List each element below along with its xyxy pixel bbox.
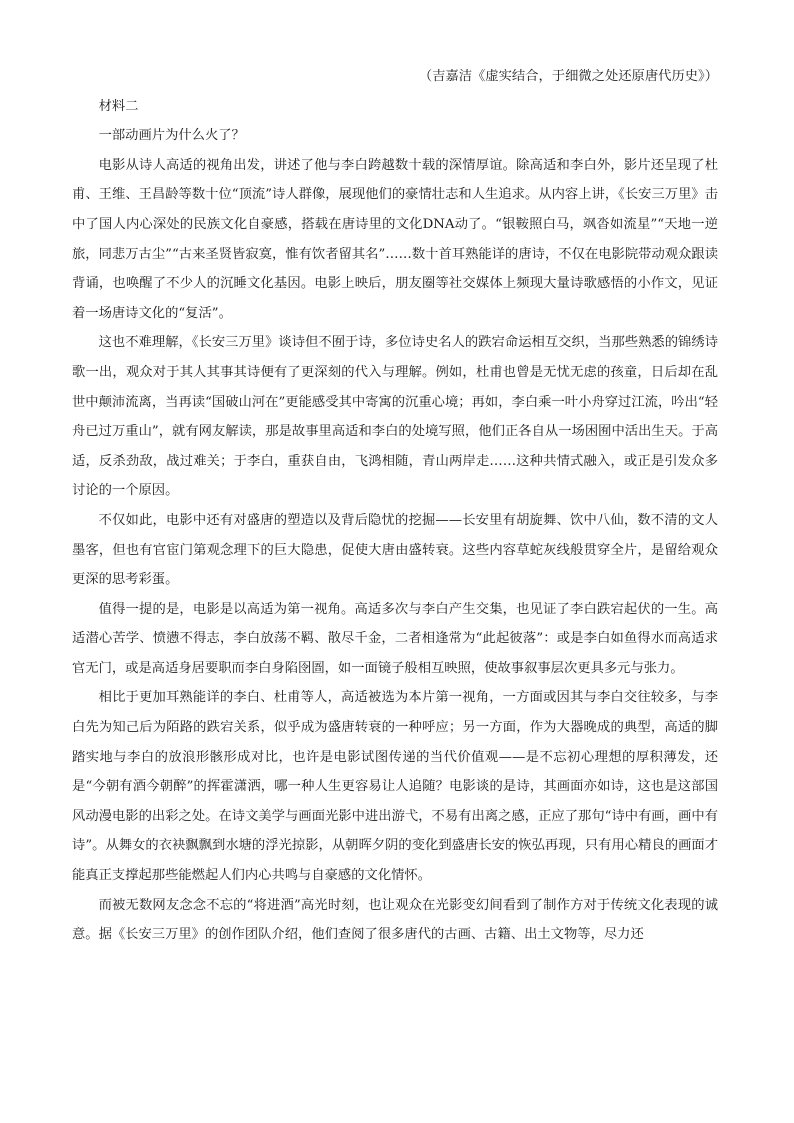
paragraph: 不仅如此，电影中还有对盛唐的塑造以及背后隐忧的挖掘——长安里有胡旋舞、饮中八仙，数不清的文人墨客，但也有官宦门第观念理下的巨大隐患，促使大唐由盛转衰。这些内容草蛇灰线般贯穿全片，是留给观众更深的思考彩蛋。 <box>72 512 718 588</box>
section-label: 材料二 <box>98 98 139 114</box>
article-heading: 一部动画片为什么火了？ <box>98 128 245 144</box>
paragraph: 值得一提的是，电影是以高适为第一视角。高适多次与李白产生交集，也见证了李白跌宕起伏的一生。高适潜心苦学、愤懑不得志，李白放荡不羁、散尽千金，二者相逢常为“此起彼落”：或是李白如鱼得水而高适求官无门，或是高适身居要职而李白身陷囹圄，如一面镜子般相互映照，使故事叙事层次更具多元与张力。 <box>72 601 718 676</box>
paragraph: 相比于更加耳熟能详的李白、杜甫等人，高适被选为本片第一视角，一方面或因其与李白交往较多，与李白先为知己后为陌路的跌宕关系，似乎成为盛唐转衰的一种呼应；另一方面，作为大器晚成的典型，高适的脚踏实地与李白的放浪形骸形成对比，也许是电影试图传递的当代价值观——是不忘初心理想的厚积薄发，还是“今朝有酒今朝醉”的挥霍潇洒，哪一种人生更容易让人追随？电影谈的是诗，其画面亦如诗，这也是这部国风动漫电影的出彩之处。在诗文美学与画面光影中进出游弋，不易有出离之感，正应了那句“诗中有画，画中有诗”。从舞女的衣袂飘飘到水塘的浮光掠影，从朝晖夕阴的变化到盛唐长安的恢弘再现，只有用心精良的画面才能真正支撑起那些能燃起人们内心共鸣与自豪感的文化情怀。 <box>72 690 718 884</box>
source-citation: （吉嘉洁《虚实结合，于细微之处还原唐代历史》） <box>418 69 718 84</box>
paragraph: 这也不难理解，《长安三万里》谈诗但不囿于诗，多位诗史名人的跌宕命运相互交织，当那些熟悉的锦绣诗歌一出，观众对于其人其事其诗便有了更深刻的代入与理解。例如，杜甫也曾是无忧无虑的孩童，日后却在乱世中颠沛流离，当再读“国破山河在”更能感受其中寄寓的沉重心境；再如，李白乘一叶小舟穿过江流，吟出“轻舟已过万重山”，就有网友解读，那是故事里高适和李白的处境写照，他们正各自从一场困囿中活出生天。于高适，反杀劲敌，战过难关；于李白，重获自由，飞鸿相随，青山两岸走……这种共情式融入，或正是引发众多讨论的一个原因。 <box>72 335 718 499</box>
document-page <box>72 62 718 950</box>
paragraph: 电影从诗人高适的视角出发，讲述了他与李白跨越数十载的深情厚谊。除高适和李白外，影片还呈现了杜甫、王维、王昌龄等数十位“顶流”诗人群像，展现他们的豪情壮志和人生追求。从内容上讲，《长安三万里》击中了国人内心深处的民族文化自豪感，搭载在唐诗里的文化DNA动了。“银鞍照白马，飒沓如流星”“天地一逆旅，同悲万古尘”“古来圣贤皆寂寞，惟有饮者留其名”……数十首耳熟能详的唐诗，不仅在电影院带动观众跟读背诵，也唤醒了不少人的沉睡文化基因。电影上映后，朋友圈等社交媒体上频现大量诗歌感悟的小作文，见证着一场唐诗文化的“复活”。 <box>72 157 718 321</box>
paragraph: 而被无数网友念念不忘的“将进酒”高光时刻，也让观众在光影变幻间看到了制作方对于传统文化表现的诚意。据《长安三万里》的创作团队介绍，他们查阅了很多唐代的古画、古籍、出土文物等，尽力还 <box>72 897 718 943</box>
